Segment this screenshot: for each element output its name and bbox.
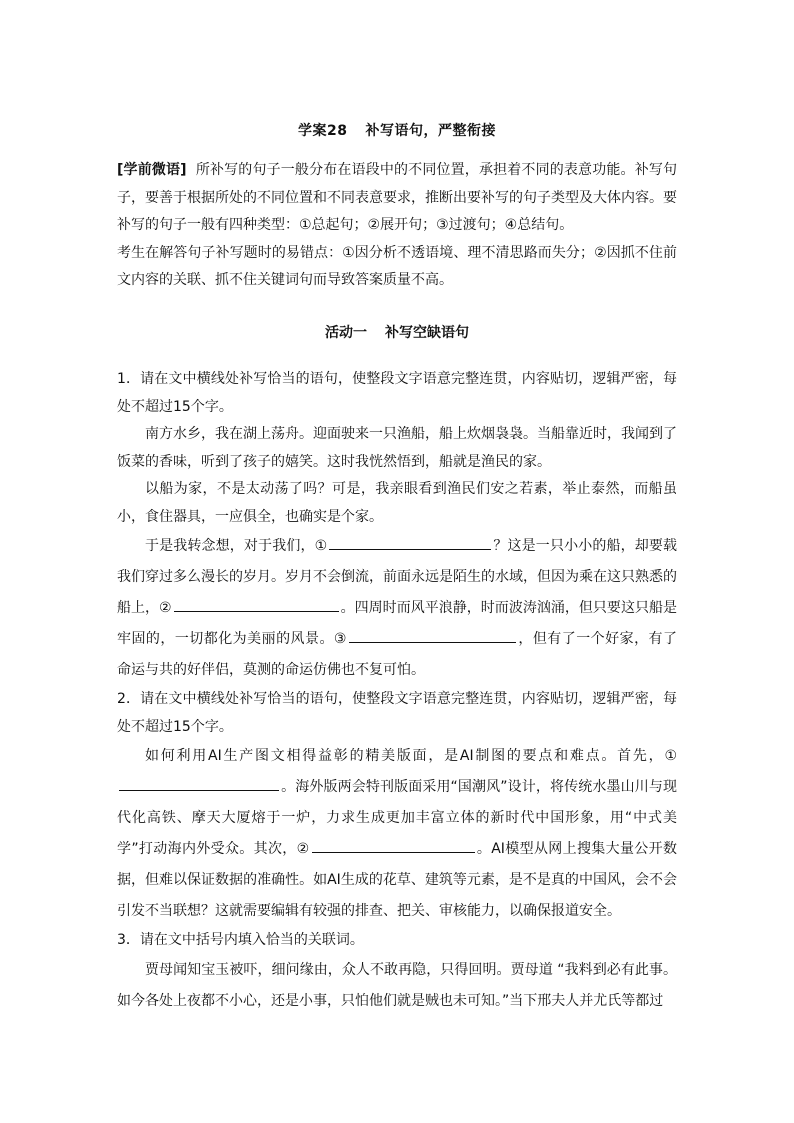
q3-prompt: 3．请在文中括号内填入恰当的关联词。 xyxy=(117,932,364,948)
intro-section xyxy=(117,157,677,295)
q1-paragraph-1: 南方水乡，我在湖上荡舟。迎面驶来一只渔船，船上炊烟袅袅。当船靠近时，我闻到了饭菜的香味，听到了孩子的嬉笑。这时我恍然悟到，船就是渔民的家。 xyxy=(117,426,677,470)
questions-section xyxy=(117,366,677,1017)
blank-1[interactable] xyxy=(329,535,491,550)
q3-paragraph-1: 贾母闻知宝玉被吓，细问缘由，众人不敢再隐，只得回明。贾母道 “我料到必有此事。如今各处上夜都不小心，还是小事，只怕他们就是贼也未可知。”当下邢夫人并尤氏等都过 xyxy=(117,961,677,1009)
blank-2[interactable] xyxy=(174,597,339,612)
q1-p3-part-c: 。四周时而风平浪静，时而波涛汹涌，但只要这只船是牢固的，一切都化为美丽的风景。③ xyxy=(117,600,677,647)
lesson-title xyxy=(0,120,794,140)
lesson-heading: 补写语句，严整衔接 xyxy=(365,123,496,139)
q2-p1-part-a: 如何利用AI生产图文相得益彰的精美版面，是AI制图的要点和难点。首先，① xyxy=(145,748,677,764)
intro-paragraph xyxy=(117,157,677,240)
q2-prompt: 2．请在文中横线处补写恰当的语句，使整段文字语意完整连贯，内容贴切，逻辑严密，每处不超过15个字。 xyxy=(117,691,677,735)
blank-q2-2[interactable] xyxy=(312,838,475,853)
q2-p1-part-c: 。AI模型从网上搜集大量公开数据，但难以保证数据的准确性。如AI生成的花草、建筑等元素，是不是真的中国风，会不会引发不当联想？这就需要编辑有较强的排查、把关、审核能力，以确保报道安全。 xyxy=(117,841,677,919)
blank-3[interactable] xyxy=(349,628,516,643)
q1-paragraph-2: 以船为家，不是太动荡了吗？可是，我亲眼看到渔民们安之若素，举止泰然，而船虽小，食住器具，一应俱全，也确实是个家。 xyxy=(117,481,677,525)
activity-label: 活动一 xyxy=(325,325,367,341)
q1-p3-part-b: ？这是一只小小的船，却要载我们穿过多么漫长的岁月。岁月不会倒流，前面永远是陌生的水域，但因为乘在这只熟悉的船上，② xyxy=(117,538,677,616)
intro-text-1: 所补写的句子一般分布在语段中的不同位置，承担着不同的表意功能。补写句子，要善于根据所处的不同位置和不同表意要求，推断出要补写的句子类型及大体内容。要补写的句子一般有四种类型：①总起句；②展开句；③过渡句；④总结句。 xyxy=(117,162,678,233)
q2-p1-part-b: 。海外版两会特刊版面采用“国潮风”设计，将传统水墨山川与现代化高铁、摩天大厦熔于一炉，力求生成更加丰富立体的新时代中国形象，用“中式美学”打动海内外受众。其次，② xyxy=(117,779,677,857)
lesson-number: 学案28 xyxy=(298,123,348,139)
intro-paragraph-2: 考生在解答句子补写题时的易错点：①因分析不透语境、理不清思路而失分；②因抓不住前文内容的关联、抓不住关键词句而导致答案质量不高。 xyxy=(117,244,677,288)
q1-prompt: 1．请在文中横线处补写恰当的语句，使整段文字语意完整连贯，内容贴切，逻辑严密，每处不超过15个字。 xyxy=(117,371,677,415)
q1-paragraph-3 xyxy=(117,531,677,686)
intro-tag: [学前微语] xyxy=(117,162,187,178)
blank-q2-1[interactable] xyxy=(119,776,279,791)
q2-paragraph-1 xyxy=(117,741,677,927)
activity-heading xyxy=(0,322,794,342)
q1-p3-part-a: 于是我转念想，对于我们，① xyxy=(145,538,328,554)
activity-title: 补写空缺语句 xyxy=(385,325,469,341)
q1-p3-part-d: ，但有了一个好家，有了命运与共的好伴侣，莫测的命运仿佛也不复可怕。 xyxy=(117,631,677,678)
